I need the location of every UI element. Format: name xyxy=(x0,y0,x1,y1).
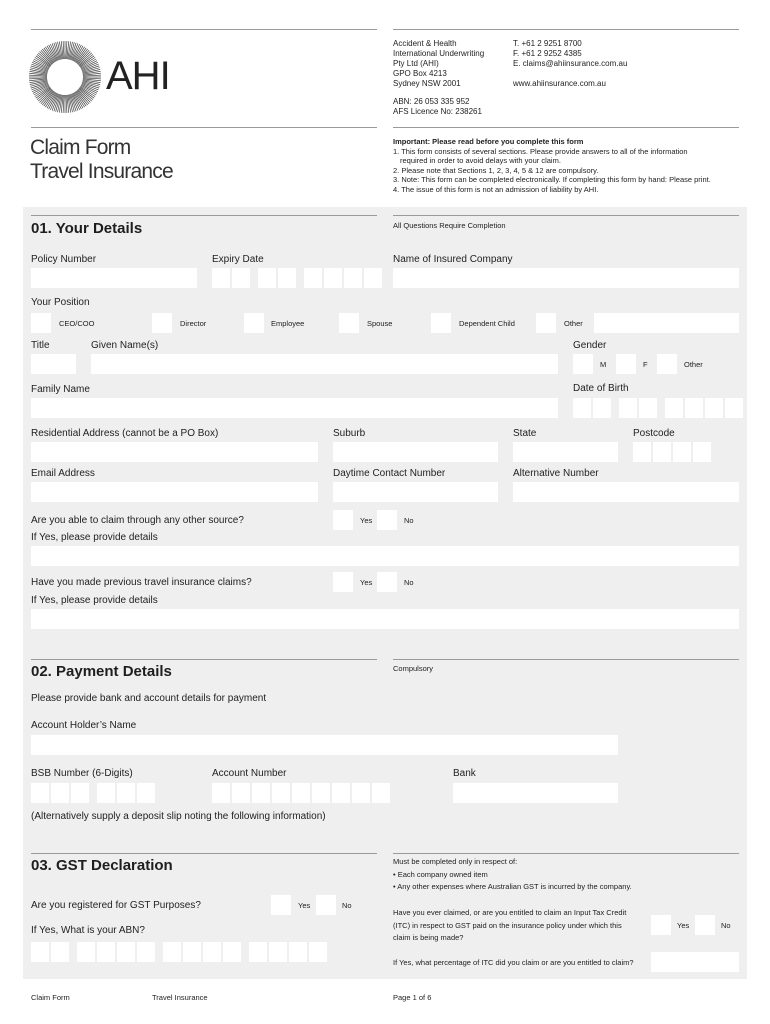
address-input[interactable] xyxy=(31,442,318,462)
alt-number-label: Alternative Number xyxy=(513,468,599,479)
gender-m-label: M xyxy=(600,360,607,369)
gender-label: Gender xyxy=(573,340,607,351)
position-other-input[interactable] xyxy=(594,313,739,333)
bank-input[interactable] xyxy=(453,783,618,803)
section3-rule-right xyxy=(393,853,739,854)
previous-claims-details-label: If Yes, please provide details xyxy=(31,595,158,606)
gst-yes-label: Yes xyxy=(298,901,311,910)
gst-no-label: No xyxy=(342,901,352,910)
previous-claims-yes-checkbox[interactable] xyxy=(333,572,353,592)
itc-no-checkbox[interactable] xyxy=(695,915,715,935)
postcode-label: Postcode xyxy=(633,428,675,439)
account-holder-label: Account Holder’s Name xyxy=(31,720,137,731)
section1-rule-right xyxy=(393,215,739,216)
daytime-input[interactable] xyxy=(333,482,498,502)
email-input[interactable] xyxy=(31,482,318,502)
section1-note: All Questions Require Completion xyxy=(393,221,506,230)
account-number-label: Account Number xyxy=(212,768,287,779)
postcode-input[interactable] xyxy=(633,442,711,462)
section3-rule-left xyxy=(31,853,377,854)
position-spouse-checkbox[interactable] xyxy=(339,313,359,333)
account-number-input[interactable] xyxy=(212,783,390,803)
position-other-checkbox[interactable] xyxy=(536,313,556,333)
address-label: Residential Address (cannot be a PO Box) xyxy=(31,428,219,439)
deposit-slip-note: (Alternatively supply a deposit slip noting the following information) xyxy=(31,811,326,822)
state-label: State xyxy=(513,428,537,439)
expiry-date-label: Expiry Date xyxy=(212,254,264,265)
alt-number-input[interactable] xyxy=(513,482,739,502)
itc-percent-question: If Yes, what percentage of ITC did you claim or are you entitled to claim? xyxy=(393,958,634,967)
abn-afs: ABN: 26 053 335 952 AFS Licence No: 238261 xyxy=(393,97,482,116)
other-source-no-label: No xyxy=(404,516,414,525)
position-spouse-label: Spouse xyxy=(367,319,393,328)
position-ceo-checkbox[interactable] xyxy=(31,313,51,333)
family-name-label: Family Name xyxy=(31,384,90,395)
position-ceo-label: CEO/COO xyxy=(59,319,95,328)
itc-no-label: No xyxy=(721,921,731,930)
email-label: Email Address xyxy=(31,468,95,479)
insured-company-input[interactable] xyxy=(393,268,739,288)
previous-claims-no-label: No xyxy=(404,578,414,587)
section1-heading: 01. Your Details xyxy=(31,220,143,237)
previous-claims-details-input[interactable] xyxy=(31,609,739,629)
bsb-label: BSB Number (6-Digits) xyxy=(31,768,133,779)
position-dependent-checkbox[interactable] xyxy=(431,313,451,333)
section2-rule-left xyxy=(31,659,377,660)
footer-form-name: Claim Form xyxy=(31,993,70,1002)
other-source-yes-label: Yes xyxy=(360,516,373,525)
position-dependent-label: Dependent Child xyxy=(459,319,515,328)
policy-number-label: Policy Number xyxy=(31,254,97,265)
footer-form-type: Travel Insurance xyxy=(152,993,208,1002)
payment-intro: Please provide bank and account details for payment xyxy=(31,693,267,704)
gst-yes-checkbox[interactable] xyxy=(271,895,291,915)
title-label: Title xyxy=(31,340,50,351)
policy-number-input[interactable] xyxy=(31,268,197,288)
title-input[interactable] xyxy=(31,354,76,374)
abn-question: If Yes, What is your ABN? xyxy=(31,925,145,936)
section3-heading: 03. GST Declaration xyxy=(31,857,173,874)
dob-input[interactable] xyxy=(573,398,743,418)
gst-no-checkbox[interactable] xyxy=(316,895,336,915)
header-rule-right xyxy=(393,29,739,30)
abn-input[interactable] xyxy=(31,942,327,962)
dob-label: Date of Birth xyxy=(573,383,629,394)
section3-note: Must be completed only in respect of: • Each company owned item • Any other expenses where Australian GST is incurred by the company. xyxy=(393,857,632,892)
position-director-checkbox[interactable] xyxy=(152,313,172,333)
your-position-label: Your Position xyxy=(31,297,90,308)
previous-claims-no-checkbox[interactable] xyxy=(377,572,397,592)
important-notice: Important: Please read before you complete this form 1. This form consists of several sections. Please provide answers to all of the information required in order to avoid delays with your claim. 2. Please note that Sections 1, 2, 3, 4, 5 & 12 are compulsory. 3. Note: This form can be completed electronically. If completing this form by hand: Please print. 4. The issue of this form is not an admission of liability by AHI. xyxy=(393,137,711,194)
suburb-input[interactable] xyxy=(333,442,498,462)
gender-f-checkbox[interactable] xyxy=(616,354,636,374)
ahi-logo-icon xyxy=(28,40,102,114)
given-names-input[interactable] xyxy=(91,354,558,374)
itc-percent-input[interactable] xyxy=(651,952,739,972)
section2-rule-right xyxy=(393,659,739,660)
other-source-yes-checkbox[interactable] xyxy=(333,510,353,530)
given-names-label: Given Name(s) xyxy=(91,340,159,351)
section2-heading: 02. Payment Details xyxy=(31,663,172,680)
bsb-input[interactable] xyxy=(31,783,155,803)
title-rule-right xyxy=(393,127,739,128)
position-employee-checkbox[interactable] xyxy=(244,313,264,333)
position-other-label: Other xyxy=(564,319,583,328)
position-director-label: Director xyxy=(180,319,207,328)
page-number: Page 1 of 6 xyxy=(393,993,432,1002)
other-source-details-input[interactable] xyxy=(31,546,739,566)
previous-claims-question: Have you made previous travel insurance claims? xyxy=(31,577,252,588)
insured-company-label: Name of Insured Company xyxy=(393,254,513,265)
suburb-label: Suburb xyxy=(333,428,366,439)
itc-question: Have you ever claimed, or are you entitled to claim an Input Tax Credit (ITC) in respect to GST paid on the insurance policy under which this claim is being made? xyxy=(393,908,627,942)
account-holder-input[interactable] xyxy=(31,735,618,755)
position-employee-label: Employee xyxy=(271,319,305,328)
section1-rule-left xyxy=(31,215,377,216)
other-source-question: Are you able to claim through any other source? xyxy=(31,515,244,526)
title-rule-left xyxy=(31,127,377,128)
itc-yes-checkbox[interactable] xyxy=(651,915,671,935)
other-source-no-checkbox[interactable] xyxy=(377,510,397,530)
gender-other-checkbox[interactable] xyxy=(657,354,677,374)
form-title: Claim Form Travel Insurance xyxy=(30,136,173,183)
header-rule-left xyxy=(31,29,377,30)
gender-m-checkbox[interactable] xyxy=(573,354,593,374)
itc-yes-label: Yes xyxy=(677,921,690,930)
previous-claims-yes-label: Yes xyxy=(360,578,373,587)
gst-registered-question: Are you registered for GST Purposes? xyxy=(31,900,201,911)
gender-f-label: F xyxy=(643,360,648,369)
gender-other-label: Other xyxy=(684,360,703,369)
company-contact: T. +61 2 9251 8700 F. +61 2 9252 4385 E. claims@ahiinsurance.com.au www.ahiinsurance.com.au xyxy=(513,39,628,88)
bank-label: Bank xyxy=(453,768,476,779)
section2-note: Compulsory xyxy=(393,664,434,673)
expiry-date-input[interactable] xyxy=(212,268,382,288)
company-address: Accident & Health International Underwriting Pty Ltd (AHI) GPO Box 4213 Sydney NSW 2001 xyxy=(393,39,485,88)
other-source-details-label: If Yes, please provide details xyxy=(31,532,158,543)
state-input[interactable] xyxy=(513,442,618,462)
brand-name: AHI xyxy=(106,54,170,98)
family-name-input[interactable] xyxy=(31,398,558,418)
daytime-label: Daytime Contact Number xyxy=(333,468,446,479)
